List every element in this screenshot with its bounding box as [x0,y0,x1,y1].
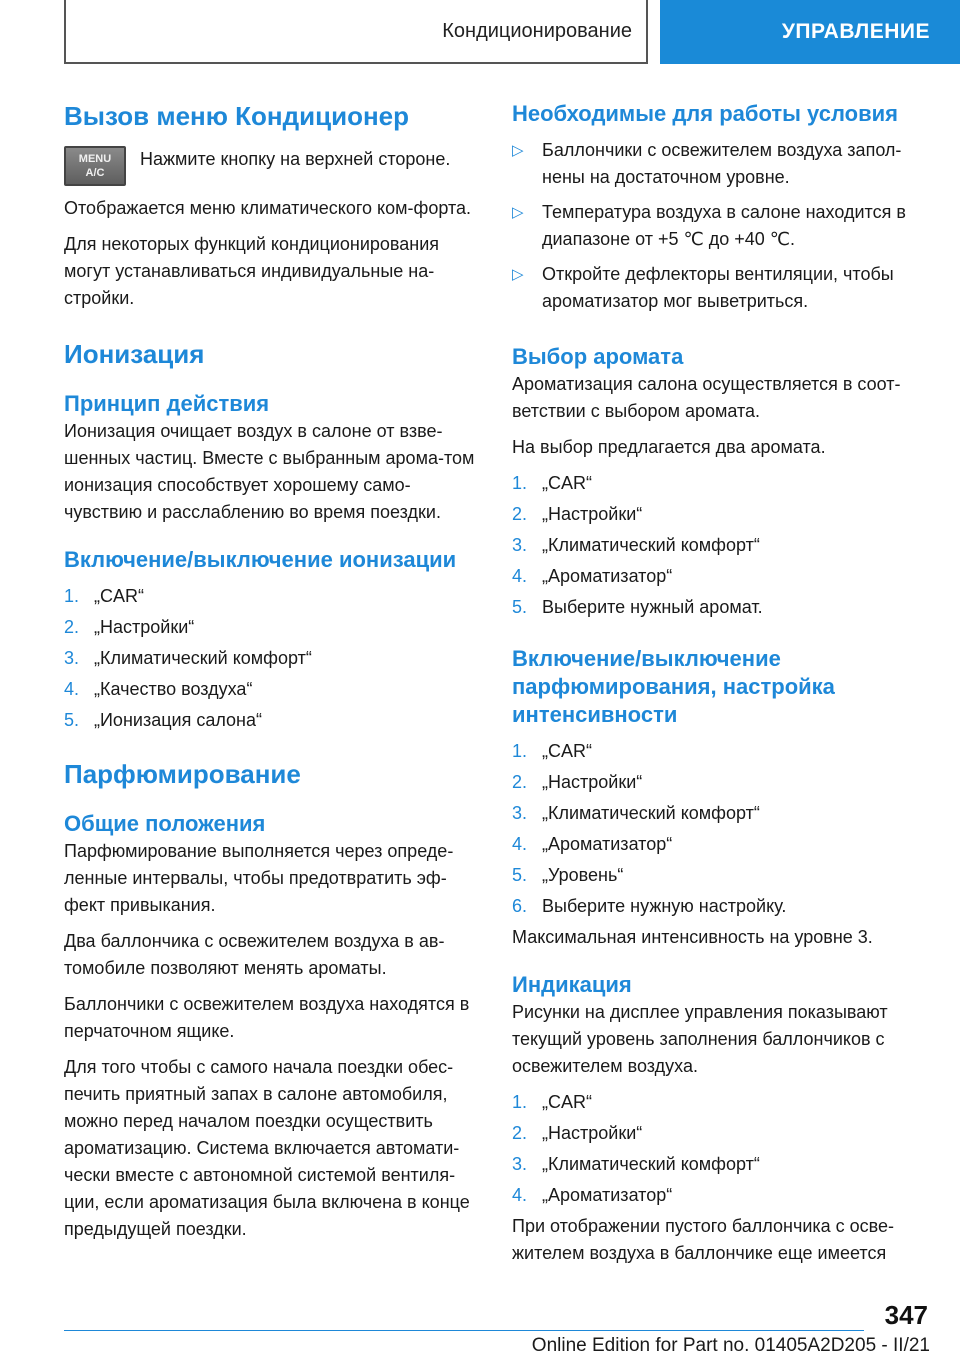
triangle-bullet-icon: ▷ [512,204,524,221]
header-section-title: Кондиционирование [64,0,648,64]
intensity-steps [512,738,928,920]
heading-menu: Вызов меню Кондиционер [64,101,410,131]
list-item: 1. „CAR“ [512,741,592,761]
list-item: 2. „Настройки“ [512,772,643,792]
conditions-list [512,137,928,315]
heading-ionization: Ионизация [64,339,205,369]
list-item: 2. „Настройки“ [64,617,195,637]
heading-indication: Индикация [512,972,632,997]
heading-aroma: Выбор аромата [512,344,684,369]
list-item: 4. „Ароматизатор“ [512,1185,673,1205]
menu-ac-button-icon [64,146,126,186]
menu-button-label-top: MENU [78,153,112,165]
list-item: 3. „Климатический комфорт“ [512,1154,760,1174]
list-item: 5. „Ионизация салона“ [64,710,262,730]
paragraph: Два баллончика с освежителем воздуха в ав-томобиле позволяют менять ароматы. [64,931,445,978]
paragraph: Парфюмирование выполняется через опреде-ленные интервалы, чтобы предотвратить эф-фект привыкания. [64,841,454,915]
press-instruction: Нажмите кнопку на верхней стороне. [140,149,451,169]
footer-divider [64,1330,864,1331]
list-item: ▷ Откройте дефлекторы вентиляции, чтобы ароматизатор мог выветриться. [512,261,928,315]
list-item: 3. „Климатический комфорт“ [512,535,760,555]
aroma-steps [512,470,928,621]
heading-general: Общие положения [64,811,266,836]
paragraph: На выбор предлагается два аромата. [512,437,826,457]
list-item: 4. „Ароматизатор“ [512,566,673,586]
paragraph: Максимальная интенсивность на уровне 3. [512,927,873,947]
list-item: ▷ Температура воздуха в салоне находится в диапазоне от +5 ℃ до +40 ℃. [512,199,928,253]
page-number: 347 [884,1300,928,1330]
list-item: ▷ Баллончики с освежителем воздуха запол-нены на достаточном уровне. [512,137,928,191]
paragraph: Отображается меню климатического ком-форта. [64,198,471,218]
list-item: 1. „CAR“ [64,586,144,606]
paragraph: Для того чтобы с самого начала поездки обес-печить приятный запах в салоне автомобиля, можно перед началом поездки осуществить ароматизацию. Система включается автомати-чески вместе с автономной системой вентиля-ции, если ароматизация была включена в конце предыдущей поездки. [64,1057,470,1239]
indication-steps [512,1089,928,1209]
paragraph: Рисунки на дисплее управления показывают текущий уровень заполнения баллончиков с освежителем воздуха. [512,1002,888,1076]
list-item: 2. „Настройки“ [512,1123,643,1143]
heading-perfume: Парфюмирование [64,759,301,789]
paragraph: Ароматизация салона осуществляется в соот-ветствии с выбором аромата. [512,374,901,421]
list-item: 6. Выберите нужную настройку. [512,896,787,916]
list-item: 2. „Настройки“ [512,504,643,524]
ionization-steps [64,583,480,734]
heading-ionization-toggle: Включение/выключение ионизации [64,547,457,572]
list-item: 3. „Климатический комфорт“ [64,648,312,668]
list-item: 4. „Ароматизатор“ [512,834,673,854]
heading-principle: Принцип действия [64,391,270,416]
triangle-bullet-icon: ▷ [512,266,524,283]
list-item: 5. „Уровень“ [512,865,624,885]
heading-conditions: Необходимые для работы условия [512,101,898,126]
heading-intensity: Включение/выключение парфюмирования, настройка интенсивности [512,646,835,727]
paragraph: Ионизация очищает воздух в салоне от взве-шенных частиц. Вместе с выбранным арома-том ионизация способствует хорошему само-чувствию и расслаблению во время поездки. [64,421,475,522]
list-item: 4. „Качество воздуха“ [64,679,253,699]
paragraph: Для некоторых функций кондиционирования могут устанавливаться индивидуальные на-стройки. [64,234,440,308]
list-item: 5. Выберите нужный аромат. [512,597,763,617]
list-item: 3. „Климатический комфорт“ [512,803,760,823]
header-chapter-title: УПРАВЛЕНИЕ [660,0,960,64]
paragraph: При отображении пустого баллончика с осве-жителем воздуха в баллончике еще имеется [512,1216,895,1263]
right-column [512,100,928,1267]
footer-edition: Online Edition for Part no. 01405A2D205 - II/21 [531,1335,930,1356]
paragraph: Баллончики с освежителем воздуха находятся в перчаточном ящике. [64,994,470,1041]
list-item: 1. „CAR“ [512,473,592,493]
triangle-bullet-icon: ▷ [512,142,524,159]
left-column [64,100,480,1243]
list-item: 1. „CAR“ [512,1092,592,1112]
menu-button-row [64,146,480,186]
menu-button-label-bottom: A/C [85,167,105,179]
